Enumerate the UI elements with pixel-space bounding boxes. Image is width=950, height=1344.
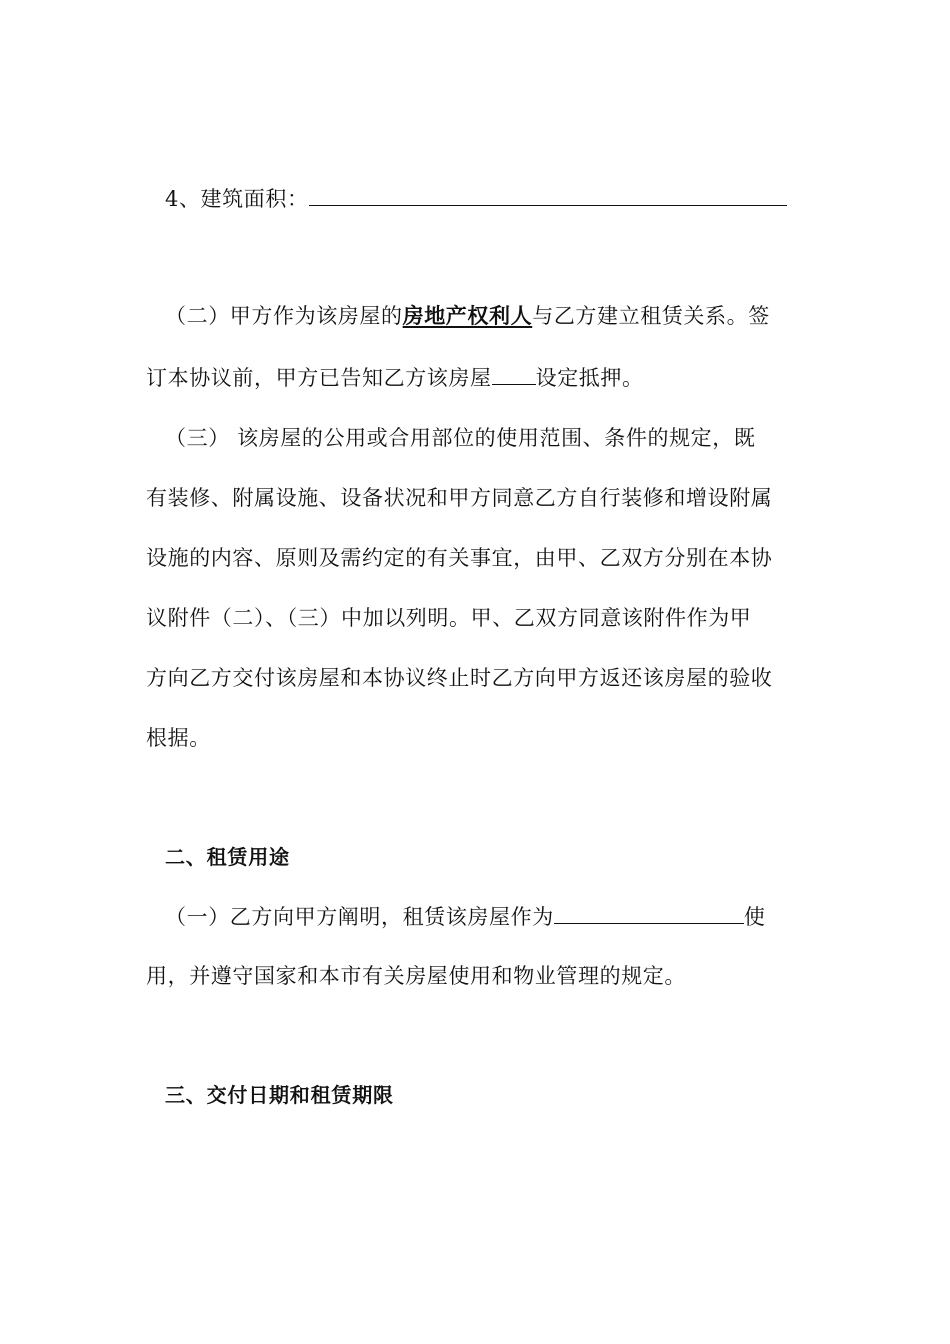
- clause-2-text-2-suffix: 设定抵押。: [535, 366, 644, 390]
- clause-2-text: （二）甲方作为该房屋的: [165, 304, 403, 328]
- section-3-heading: 三、交付日期和租赁期限: [165, 1083, 394, 1107]
- clause-2-text-2: 订本协议前，甲方已告知乙方该房屋: [146, 366, 492, 390]
- area-blank: [309, 183, 787, 206]
- section-2-clause-1-line-1: [165, 901, 765, 932]
- clause-2-line-1: [165, 301, 770, 331]
- area-line: [165, 183, 787, 214]
- usage-text: （一）乙方向甲方阐明，租赁该房屋作为: [165, 905, 554, 929]
- section-2-clause-1-line-2: 用，并遵守国家和本市有关房屋使用和物业管理的规定。: [146, 964, 686, 988]
- mortgage-blank: [492, 362, 536, 385]
- clause-3-line-1: （三） 该房屋的公用或合用部位的使用范围、条件的规定，既: [165, 426, 756, 450]
- clause-2-text-suffix: 与乙方建立租赁关系。签: [532, 304, 770, 328]
- section-2-heading: 二、租赁用途: [165, 845, 290, 869]
- usage-text-suffix: 使: [743, 905, 766, 929]
- clause-3-line-6: 根据。: [146, 726, 211, 750]
- clause-3-line-5: 方向乙方交付该房屋和本协议终止时乙方向甲方返还该房屋的验收: [146, 666, 773, 690]
- clause-3-line-3: 设施的内容、原则及需约定的有关事宜，由甲、乙双方分别在本协: [146, 546, 773, 570]
- usage-blank: [554, 901, 744, 924]
- area-label: 4、建筑面积：: [165, 187, 309, 211]
- clause-3-line-2: 有装修、附属设施、设备状况和甲方同意乙方自行装修和增设附属: [146, 486, 773, 510]
- clause-3-line-4: 议附件（二）、（三）中加以列明。甲、乙双方同意该附件作为甲: [146, 606, 752, 630]
- property-rights-holder-term: 房地产权利人: [402, 304, 533, 328]
- clause-2-line-2: [146, 362, 644, 393]
